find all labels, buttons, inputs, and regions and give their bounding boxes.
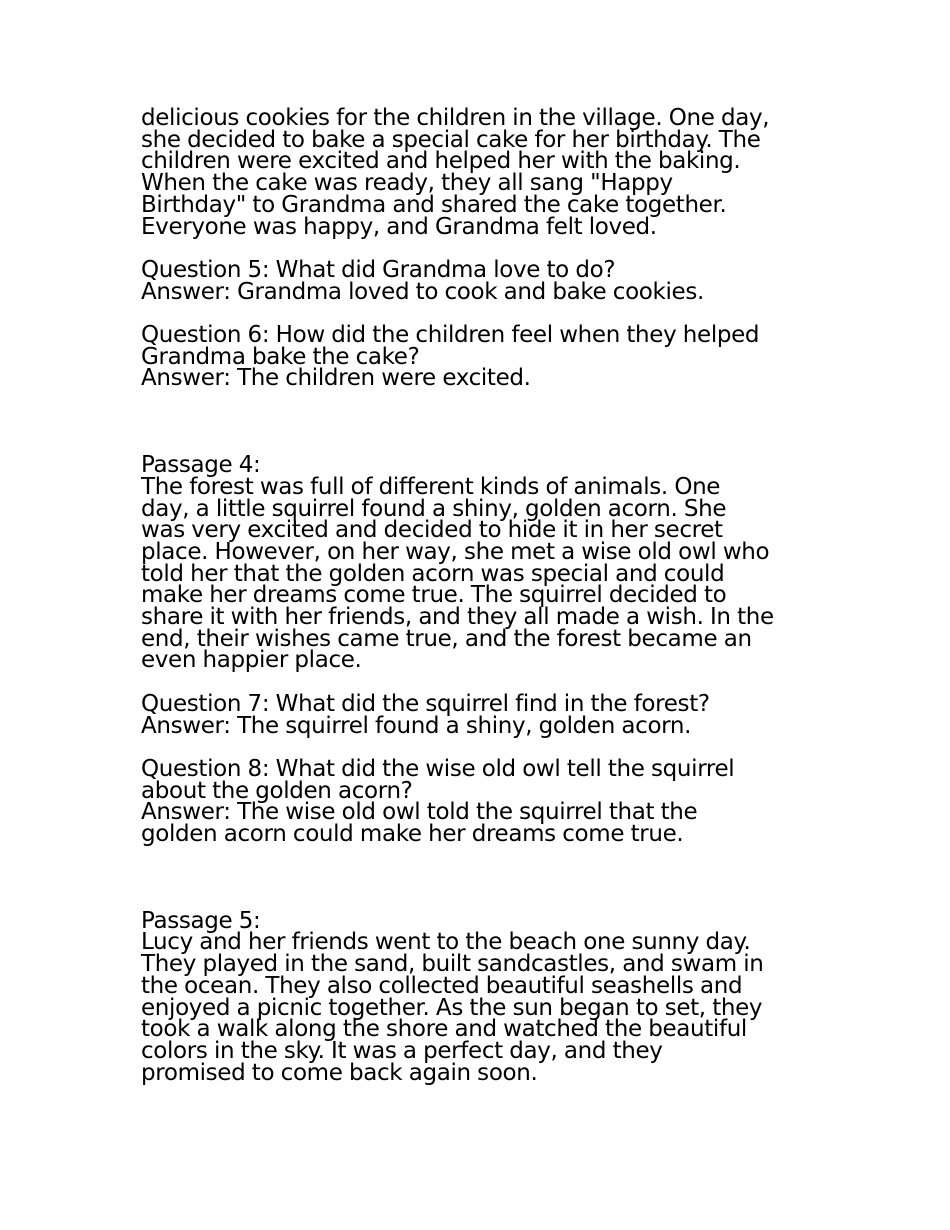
text-line: day, a little squirrel found a shiny, golden acorn. She [141,495,727,522]
answer-8-line: Answer: The wise old owl told the squirrel that the [141,799,698,826]
text-line: When the cake was ready, they all sang "Happy [141,170,673,197]
answer-5: Answer: Grandma loved to cook and bake cookies. [141,278,704,305]
text-line: even happier place. [141,647,362,674]
question-7-block [141,690,821,739]
text-line: took a walk along the shore and watched the beautiful [141,1016,747,1043]
question-8-block [141,755,821,848]
text-line: the ocean. They also collected beautiful seashells and [141,972,743,999]
text-line: Lucy and her friends went to the beach one sunny day. [141,929,751,956]
text-line: Birthday" to Grandma and shared the cake together. [141,191,727,218]
passage-5-heading: Passage 5: [141,907,261,934]
text-line: delicious cookies for the children in the village. One day, [141,105,770,131]
question-6-line: Question 6: How did the children feel when they helped [141,322,760,348]
question-5-block [141,256,821,305]
question-7: Question 7: What did the squirrel find in the forest? [141,690,710,717]
question-5: Question 5: What did Grandma love to do? [141,256,616,283]
text-line: end, their wishes came true, and the forest became an [141,625,752,652]
question-8-line: Question 8: What did the wise old owl tell the squirrel [141,755,735,782]
text-line: make her dreams come true. The squirrel decided to [141,582,727,609]
text-line: children were excited and helped her with the baking. [141,148,741,175]
document-page [141,105,821,1086]
passage-4 [141,452,821,674]
text-line: They played in the sand, built sandcastles, and swam in [141,951,764,978]
answer-6: Answer: The children were excited. [141,365,531,392]
passage-4-heading: Passage 4: [141,452,261,479]
text-line: place. However, on her way, she met a wise old owl who [141,538,770,565]
answer-8-line: golden acorn could make her dreams come true. [141,821,684,848]
question-6-line: Grandma bake the cake? [141,343,420,370]
text-line: colors in the sky. It was a perfect day, and they [141,1037,663,1064]
text-line: The forest was full of different kinds of animals. One [141,473,721,500]
passage-3-tail [141,105,821,240]
text-line: enjoyed a picnic together. As the sun began to set, they [141,994,763,1021]
question-6-block [141,322,821,392]
text-line: promised to come back again soon. [141,1059,538,1086]
spacer [141,846,821,911]
passage-5 [141,907,821,1086]
text-line: she decided to bake a special cake for her birthday. The [141,126,761,153]
question-8-line: about the golden acorn? [141,777,413,804]
text-line: share it with her friends, and they all made a wish. In the [141,604,774,631]
text-line: told her that the golden acorn was special and could [141,560,725,587]
spacer [141,390,821,455]
answer-7: Answer: The squirrel found a shiny, golden acorn. [141,712,692,739]
text-line: was very excited and decided to hide it in her secret [141,517,723,544]
text-line: Everyone was happy, and Grandma felt loved. [141,213,657,240]
